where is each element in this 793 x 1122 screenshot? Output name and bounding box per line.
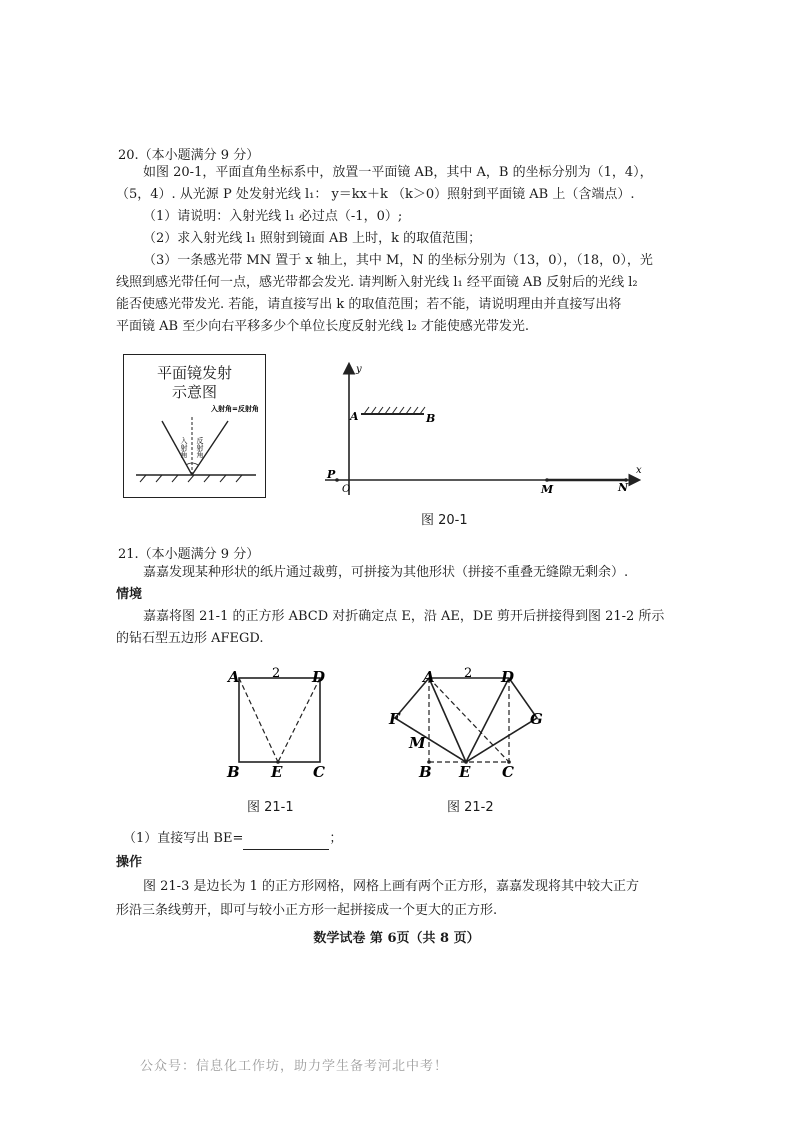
q20-line: （3）一条感光带 MN 置于 x 轴上，其中 M，N 的坐标分别为（13，0），（18，0），光	[143, 253, 653, 268]
q20-line: （5，4）. 从光源 P 处发射光线 l₁： y＝kx＋k （k＞0）照射到平面镜 AB 上（含端点）.	[116, 187, 635, 202]
vertex-b-label: B	[227, 763, 240, 781]
q21-situation-line: 的钻石型五边形 AFEGD.	[116, 631, 264, 646]
q21-body-top	[116, 562, 665, 650]
fold-line-ae	[239, 678, 278, 762]
q20-line: 平面镜 AB 至少向右平移多少个单位长度反射光线 l₂ 才能使感光带发光.	[116, 319, 529, 334]
figure-21-2	[385, 660, 555, 784]
task-1-end: ；	[329, 831, 343, 846]
q21-task-1	[123, 828, 342, 850]
q20-line: 线照到感光带任何一点，感光带都会发光. 请判断入射光线 l₁ 经平面镜 AB 反射后的光线 l₂	[116, 275, 638, 290]
vertex-f-label: F	[389, 710, 400, 728]
point-m-label: M	[541, 483, 554, 496]
page-footer: 数学试卷 第 6页（共 8 页）	[313, 931, 480, 946]
answer-blank-be[interactable]	[243, 835, 329, 850]
point-b-label: B	[426, 412, 436, 425]
point-a-label: A	[350, 410, 359, 423]
segment-ae	[429, 678, 466, 762]
q21-operation-line: 图 21-3 是边长为 1 的正方形网格，网格上画有两个正方形，嘉嘉发现将其中较大正方	[143, 879, 640, 894]
vertex-c2-label: C	[502, 763, 514, 781]
task-1-prompt: （1）直接写出 BE=	[123, 831, 244, 846]
vertex-a2-label: A	[423, 668, 435, 686]
mirror-hatching	[140, 475, 242, 482]
q21-situation-line: 嘉嘉将图 21-1 的正方形 ABCD 对折确定点 E，沿 AE，DE 剪开后拼接得到图 21-2 所示	[143, 609, 665, 624]
q21-section-situation: 情境	[116, 587, 143, 602]
figure-20-1-caption: 图 20-1	[421, 513, 468, 528]
vertex-d2-label: D	[501, 668, 515, 686]
side-length-label-2: 2	[464, 666, 473, 681]
point-p	[335, 478, 339, 482]
side-length-label: 2	[272, 666, 281, 681]
mirror-ab-hatching	[364, 407, 425, 414]
mirror-title-line1: 平面镜发射	[156, 364, 232, 382]
q21-section-operation: 操作	[116, 855, 143, 870]
vertex-a-label: A	[228, 668, 240, 686]
x-axis-label: x	[636, 465, 642, 476]
vertex-d-label: D	[312, 668, 326, 686]
q21-heading: 21.（本小题满分 9 分）	[118, 547, 260, 562]
mirror-diagram	[124, 355, 265, 497]
point-p-label: P	[327, 468, 336, 481]
q20-line: 能否使感光带发光. 若能，请直接写出 k 的取值范围；若不能，请说明理由并直接写出将	[116, 297, 622, 312]
vertex-e2-label: E	[459, 763, 471, 781]
vertex-b2-label: B	[419, 763, 432, 781]
vertex-e-label: E	[271, 763, 283, 781]
coordinate-diagram	[320, 355, 650, 500]
y-axis-label: y	[356, 364, 362, 375]
q20-line: 如图 20-1，平面直角坐标系中，放置一平面镜 AB，其中 A，B 的坐标分别为（1，4），	[143, 165, 653, 180]
mirror-diagram-box	[123, 354, 266, 498]
vertex-m-label: M	[409, 734, 426, 752]
reflect-angle-label: 反射角	[196, 437, 204, 458]
square-abcd	[239, 678, 320, 762]
q20-line: （2）求入射光线 l₁ 照射到镜面 AB 上时，k 的取值范围；	[143, 231, 482, 246]
mirror-title-line2: 示意图	[171, 383, 217, 401]
figure-21-1	[222, 660, 342, 784]
point-n-label: N	[618, 481, 629, 494]
point-m	[545, 478, 549, 482]
fold-line-de	[278, 678, 320, 762]
q21-body-bottom	[116, 852, 656, 922]
watermark: 公众号：信息化工作坊，助力学生备考河北中考！	[140, 1059, 449, 1074]
mirror-note: 入射角=反射角	[211, 404, 259, 413]
q20-heading: 20.（本小题满分 9 分）	[118, 148, 260, 163]
origin-label: O	[342, 484, 351, 495]
vertex-g-label: G	[530, 710, 543, 728]
incident-angle-label: 入射角	[180, 437, 188, 458]
dashed-diagonal	[429, 678, 509, 762]
q21-operation-line: 形沿三条线剪开，即可与较小正方形一起拼接成一个更大的正方形.	[116, 903, 498, 918]
vertex-c-label: C	[313, 763, 325, 781]
figure-21-1-caption: 图 21-1	[247, 800, 294, 815]
q21-intro: 嘉嘉发现某种形状的纸片通过裁剪，可拼接为其他形状（拼接不重叠无缝隙无剩余）.	[143, 565, 629, 580]
q20-body	[116, 162, 653, 338]
figure-21-2-caption: 图 21-2	[447, 800, 494, 815]
q20-line: （1）请说明：入射光线 l₁ 必过点（-1，0）;	[143, 209, 403, 224]
